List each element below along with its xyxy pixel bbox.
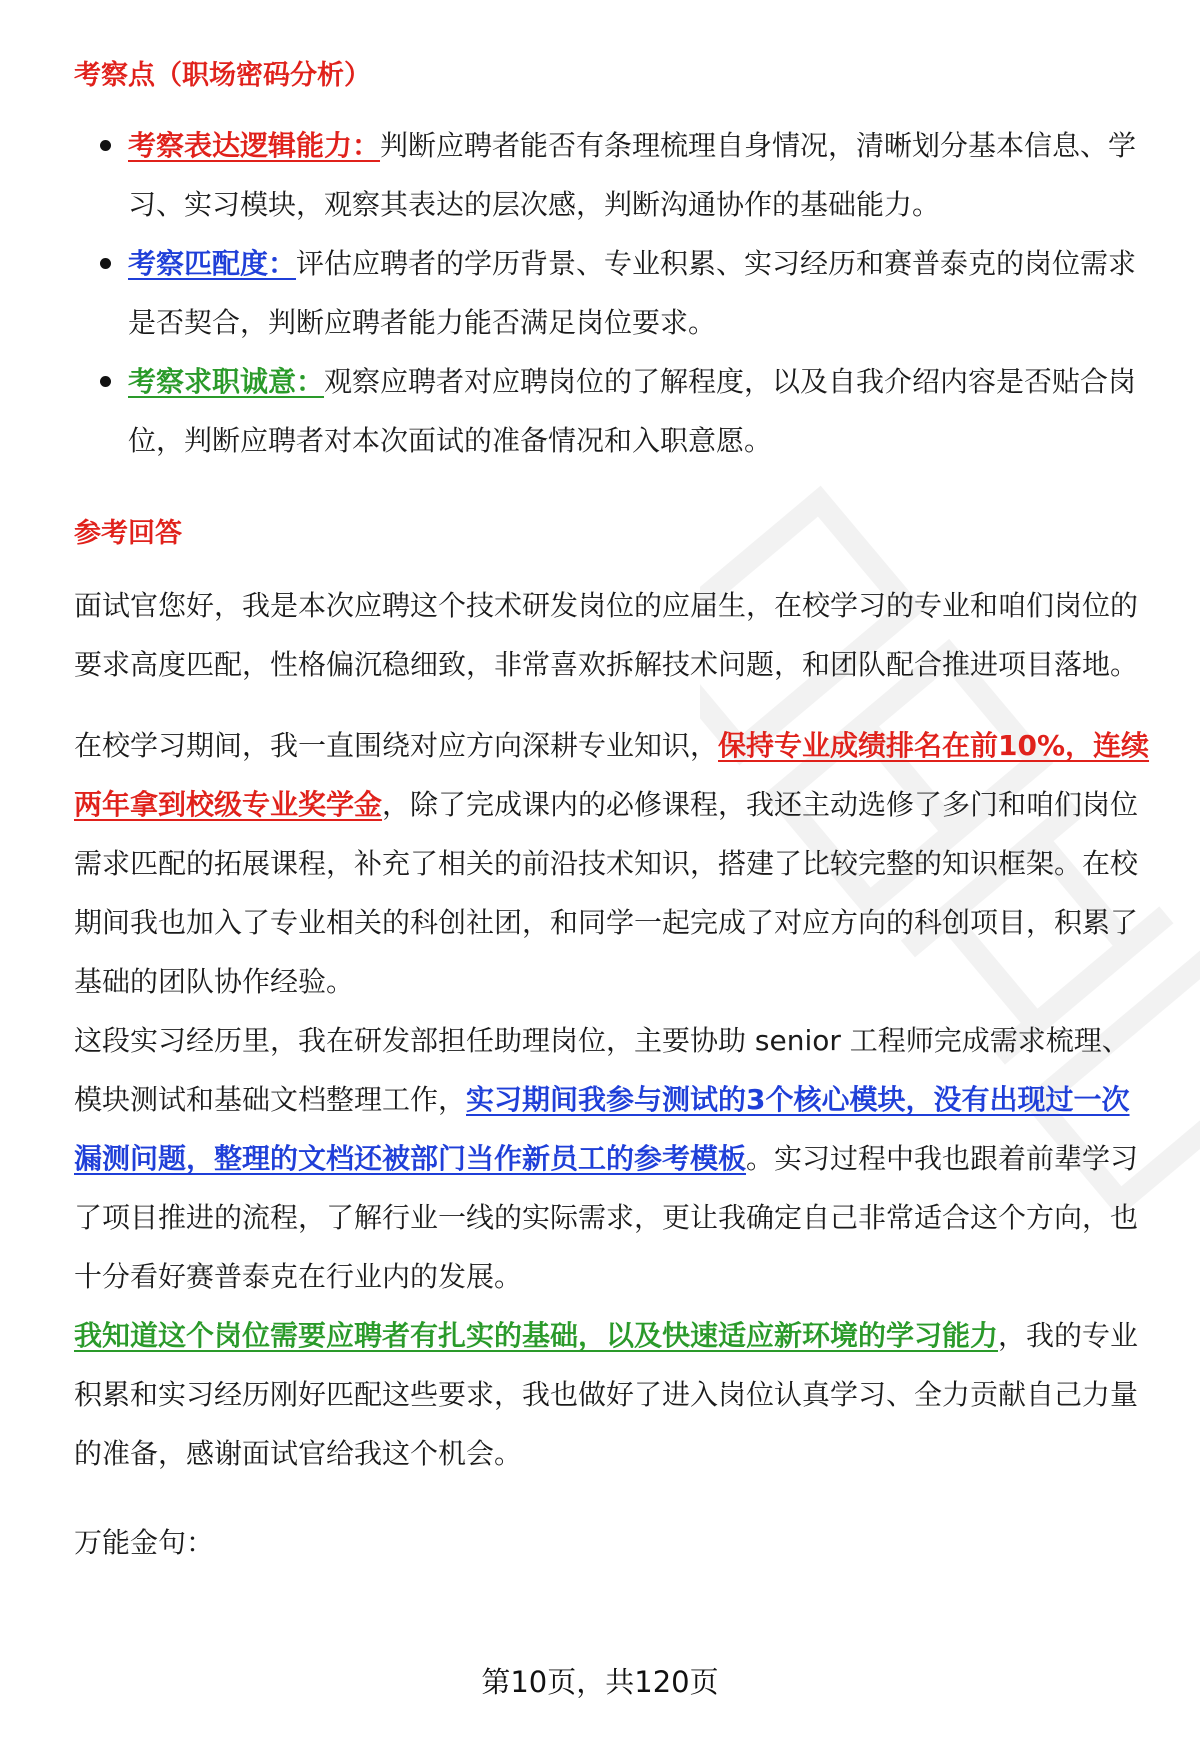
page-content — [74, 56, 1154, 1572]
bullet-dot-icon — [100, 140, 111, 151]
answer-text: 。实习过程中我也跟着前辈学习了项目推进的流程，了解行业一线的实际需求，更让我确定自己非常适合这个方向，也十分看好赛普泰克在行业内的发展。 — [74, 1142, 1139, 1293]
analysis-bullet-list — [74, 116, 1154, 470]
bullet-keyword: 考察匹配度： — [128, 247, 297, 280]
answer-paragraph-study — [74, 716, 1154, 1011]
analysis-bullet-logic — [74, 116, 1154, 234]
highlight-blue: 实习期间我参与测试的3个核心模块，没有出现过一次漏测问题，整理的文档还被部门当作新员工的参考模板 — [74, 1083, 1130, 1175]
highlight-green: 我知道这个岗位需要应聘者有扎实的基础，以及快速适应新环境的学习能力 — [74, 1319, 999, 1352]
answer-paragraph-closing — [74, 1306, 1154, 1483]
universal-phrases-label: 万能金句： — [74, 1526, 215, 1559]
analysis-bullet-sincerity — [74, 352, 1154, 470]
answer-text: 在校学习期间，我一直围绕对应方向深耕专业知识， — [74, 729, 719, 762]
bullet-text: 观察应聘者对应聘岗位的了解程度，以及自我介绍内容是否贴合岗位，判断应聘者对本次面试的准备情况和入职意愿。 — [128, 365, 1137, 457]
bullet-text: 判断应聘者能否有条理梳理自身情况，清晰划分基本信息、学习、实习模块，观察其表达的层次感，判断沟通协作的基础能力。 — [128, 129, 1137, 221]
bullet-dot-icon — [100, 258, 111, 269]
section-title-analysis: 考察点（职场密码分析） — [74, 60, 371, 91]
bullet-dot-icon — [100, 376, 111, 387]
answer-paragraph-internship — [74, 1011, 1154, 1306]
highlight-red: 保持专业成绩排名在前10%，连续两年拿到校级专业奖学金 — [74, 729, 1150, 821]
section-title-reference-answer: 参考回答 — [74, 518, 182, 549]
answer-text: ，除了完成课内的必修课程，我还主动选修了多门和咱们岗位需求匹配的拓展课程，补充了相关的前沿技术知识，搭建了比较完整的知识框架。在校期间我也加入了专业相关的科创社团，和同学一起完成了对应方向的科创项目，积累了基础的团队协作经验。 — [74, 788, 1139, 998]
answer-paragraph-intro: 面试官您好，我是本次应聘这个技术研发岗位的应届生，在校学习的专业和咱们岗位的要求高度匹配，性格偏沉稳细致，非常喜欢拆解技术问题，和团队配合推进项目落地。 — [74, 589, 1139, 681]
page-number-footer: 第10页，共120页 — [481, 1665, 719, 1699]
bullet-text: 评估应聘者的学历背景、专业积累、实习经历和赛普泰克的岗位需求是否契合，判断应聘者能力能否满足岗位要求。 — [128, 247, 1137, 339]
analysis-bullet-match — [74, 234, 1154, 352]
bullet-keyword: 考察表达逻辑能力： — [128, 129, 381, 162]
answer-text: 这段实习经历里，我在研发部担任助理岗位，主要协助 senior 工程师完成需求梳理、模块测试和基础文档整理工作， — [74, 1024, 1130, 1116]
bullet-keyword: 考察求职诚意： — [128, 365, 325, 398]
answer-text: ，我的专业积累和实习经历刚好匹配这些要求，我也做好了进入岗位认真学习、全力贡献自己力量的准备，感谢面试官给我这个机会。 — [74, 1319, 1139, 1470]
